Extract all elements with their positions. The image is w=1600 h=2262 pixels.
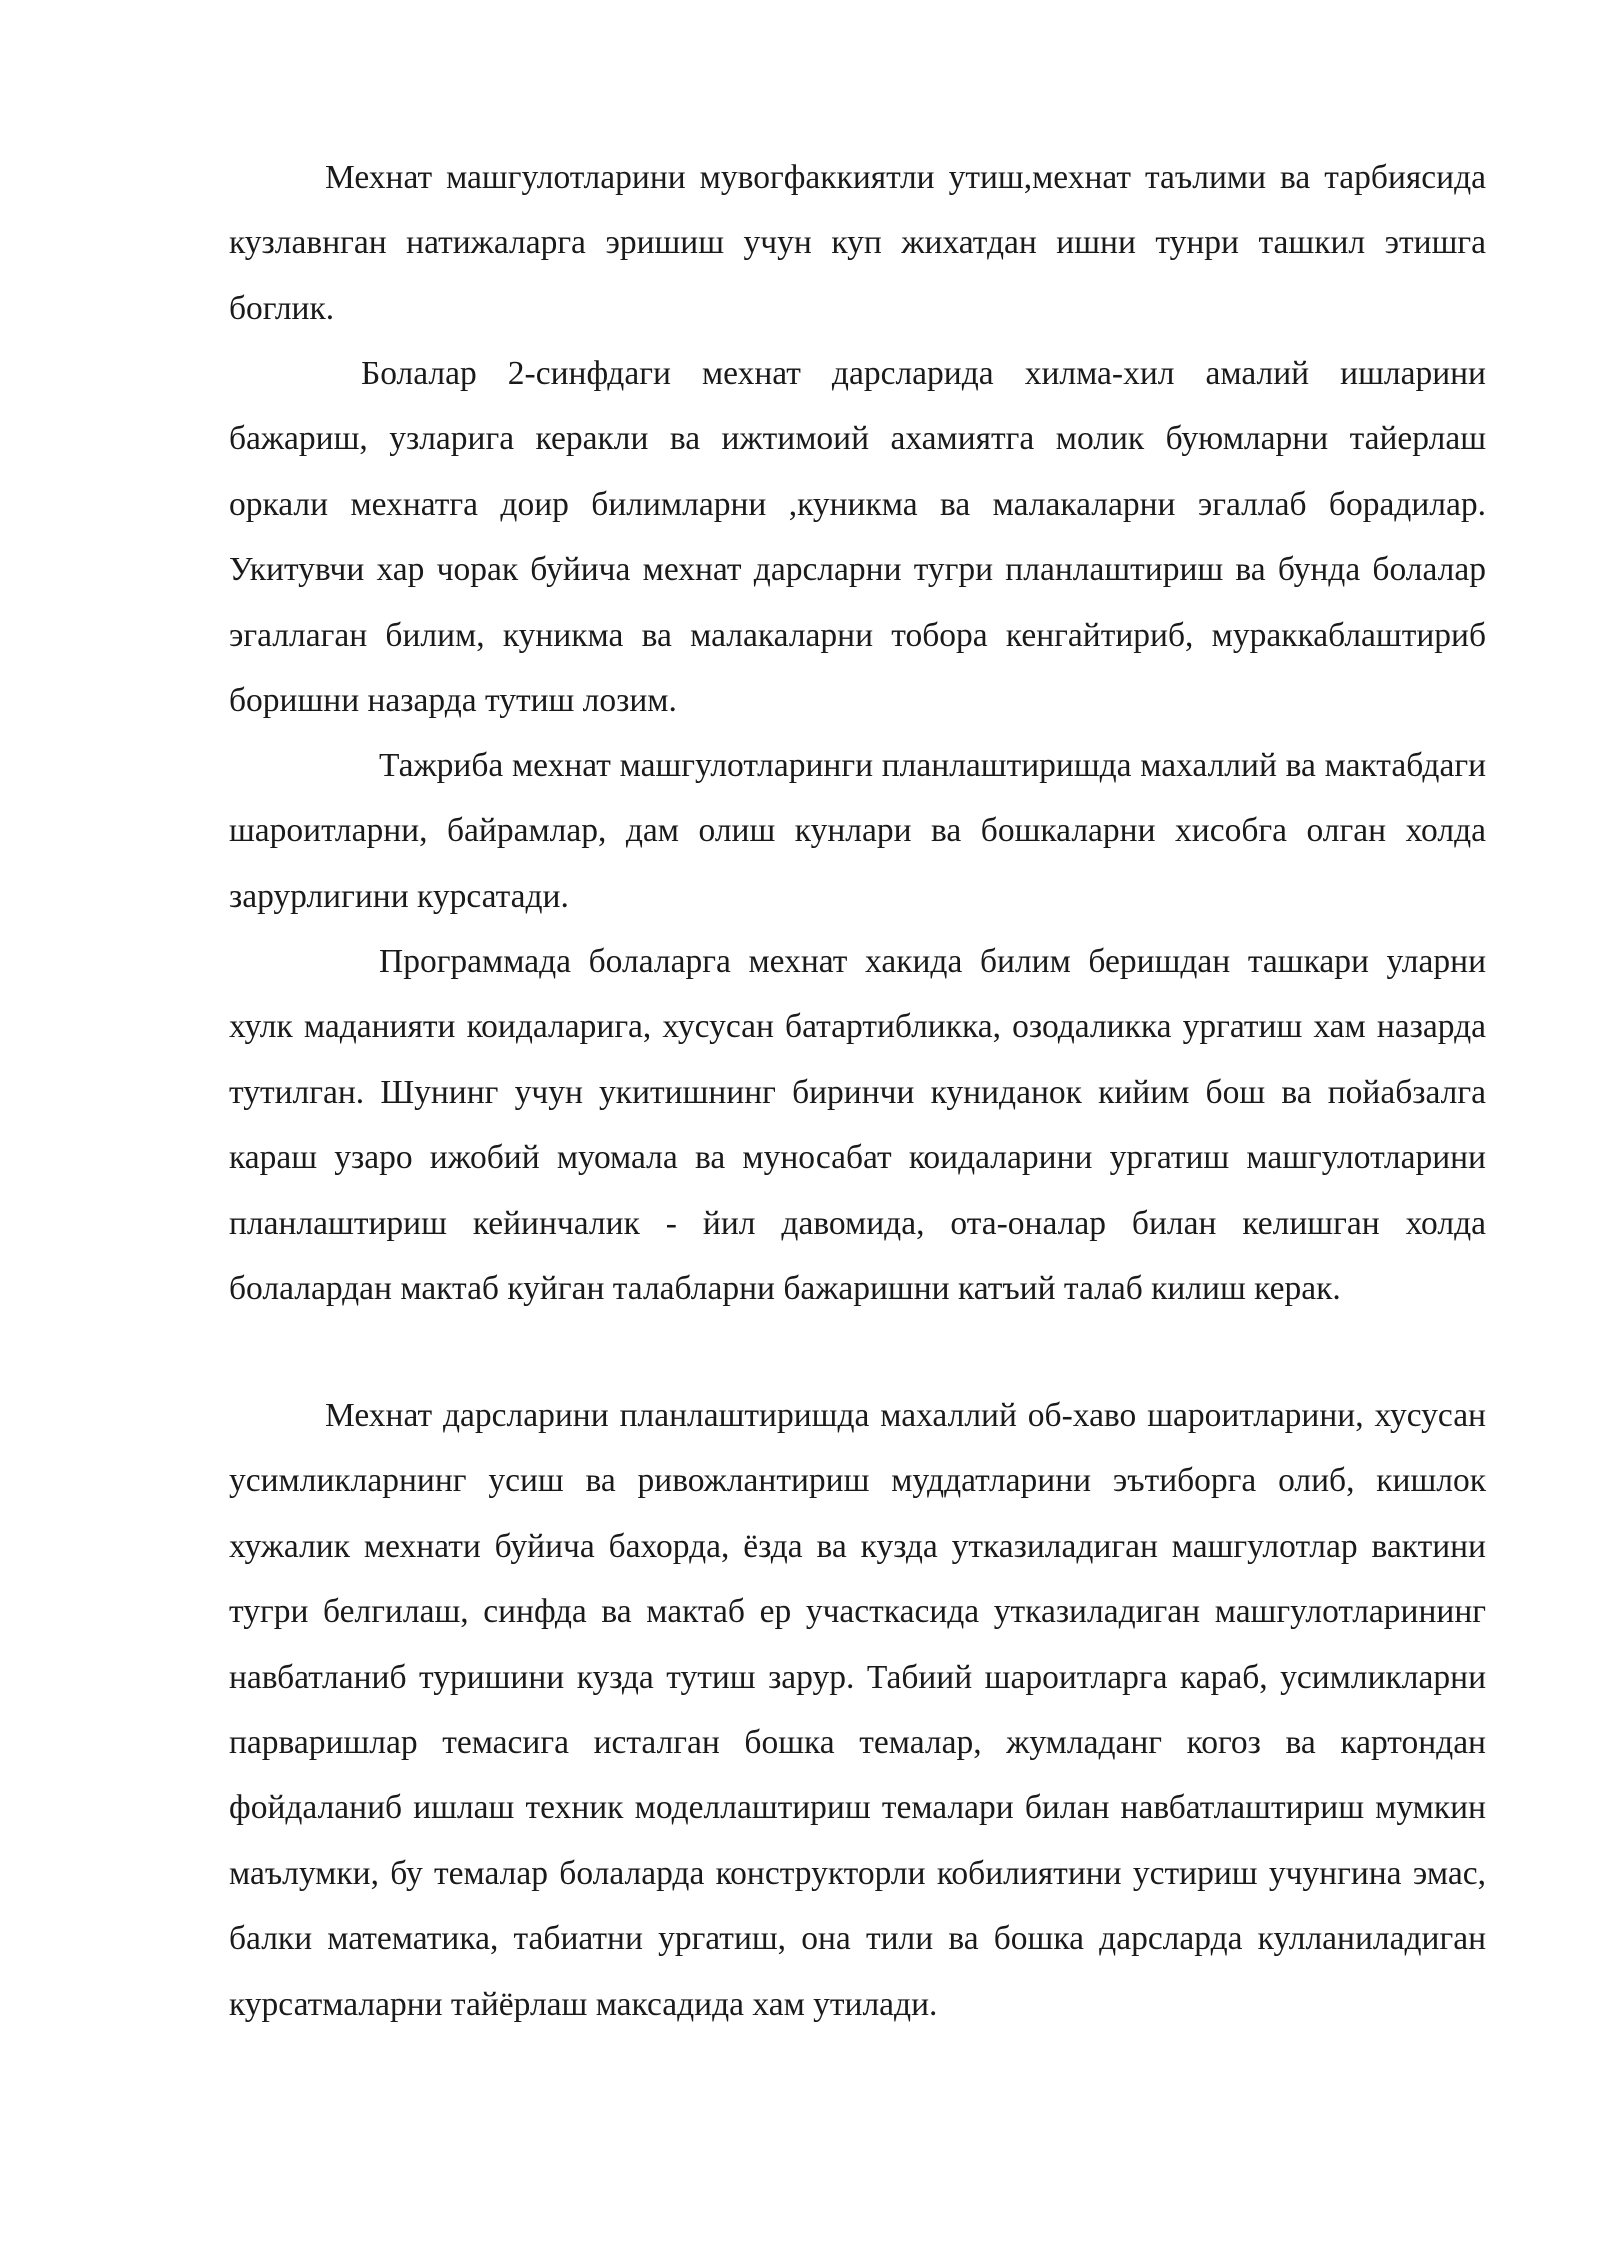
paragraph-1: [229, 145, 1486, 341]
paragraph-text: Тажриба мехнат машгулотларинги планлаштиришда махаллий ва мактабдаги шароитларни, байрамлар, дам олиш кунлари ва бошкаларни хисобга олган холда зарурлигини курсатади.: [229, 747, 1486, 915]
paragraph-text: Программада болаларга мехнат хакида билим беришдан ташкари уларни хулк маданияти коидаларига, хусусан батартибликка, озодаликка ургатиш хам назарда тутилган. Шунинг учун укитишнинг биринчи куниданок кийим бош ва пойабзалга караш узаро ижобий муомала ва муносабат коидаларини ургатиш машгулотларини планлаштириш кейинчалик - йил давомида, ота-оналар билан келишган холда болалардан мактаб куйган талабларни бажаришни катъий талаб килиш керак.: [229, 943, 1486, 1308]
paragraph-5: [229, 1383, 1486, 2037]
paragraph-text: Мехнат машгулотларини мувогфаккиятли утиш,мехнат таълими ва тарбиясида кузлавнган натижаларга эришиш учун куп жихатдан ишни тунри ташкил этишга боглик.: [229, 159, 1486, 327]
paragraph-4: [229, 929, 1486, 1321]
paragraph-2: [229, 341, 1486, 733]
paragraph-text: Болалар 2-синфдаги мехнат дарсларида хилма-хил амалий ишларини бажариш, узларига кеpакли ва ижтимоий ахамиятга молик буюмларни тайерлаш оркали мехнатга доир билимларни ,куникма ва малакаларни эгаллаб борадилар. Укитувчи хар чорак буйича мехнат дарсларни тугри планлаштириш ва бунда болалар эгаллаган билим, куникма ва малакаларни тобора кенгайтириб, мураккаблаштириб боришни назарда тутиш лозим.: [229, 355, 1486, 720]
paragraph-text: Мехнат дарсларини планлаштиришда махаллий об-хаво шароитларини, хусусан усимликларнинг усиш ва ривожлантириш муддатларини эътиборга олиб, кишлок хужалик мехнати буйича бахорда, ёзда ва кузда утказиладиган машгулотлар вактини тугри белгилаш, синфда ва мактаб ер участкасида утказиладиган машгулотларининг навбатланиб туришини кузда тутиш зарур. Табиий шароитларга караб, усимликларни парваришлар темасига исталган бошка темалар, жумладанг когоз ва картондан фойдаланиб ишлаш техник моделлаштириш темалари билан навбатлаштириш мумкин маълумки, бу темалар болаларда конструкторли кобилиятини устириш учунгина эмас, балки математика, табиатни ургатиш, она тили ва бошка дарсларда кулланиладиган курсатмаларни тайёрлаш максадида хам утилади.: [229, 1397, 1486, 2023]
paragraph-3: [229, 733, 1486, 929]
